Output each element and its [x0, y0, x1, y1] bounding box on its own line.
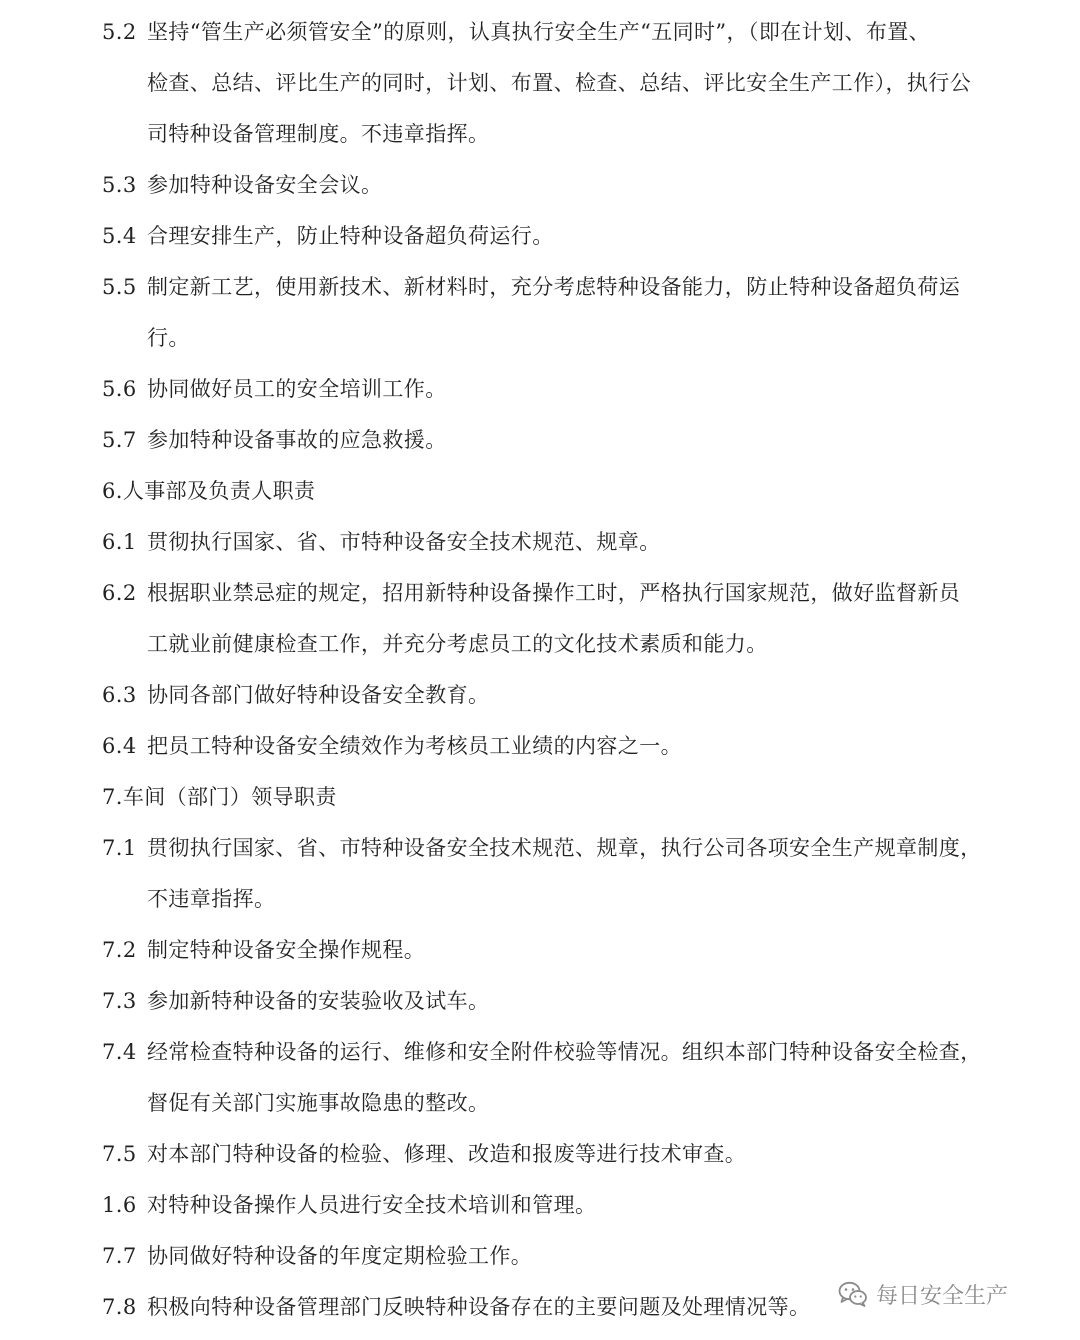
clause-number: 5.5 [102, 275, 137, 299]
clause-number: 5.4 [102, 224, 137, 248]
clause-number: 6.4 [102, 734, 137, 758]
clause-text: 不违章指挥。 [147, 887, 276, 911]
paragraph-line [102, 677, 489, 713]
clause-text: 协同各部门做好特种设备安全教育。 [147, 683, 490, 707]
clause-text: 协同做好员工的安全培训工作。 [147, 377, 447, 401]
clause-number: 1.6 [102, 1193, 137, 1217]
paragraph-line [147, 65, 971, 101]
clause-number: 7.7 [102, 1244, 137, 1268]
clause-number: 6.1 [102, 530, 137, 554]
clause-text: 贯彻执行国家、省、市特种设备安全技术规范、规章，执行公司各项安全生产规章制度， [147, 836, 982, 860]
paragraph-line [102, 1289, 810, 1325]
paragraph-line [147, 116, 489, 152]
clause-text: 工就业前健康检查工作，并充分考虑员工的文化技术素质和能力。 [147, 632, 768, 656]
clause-number: 5.6 [102, 377, 137, 401]
clause-text: 对特种设备操作人员进行安全技术培训和管理。 [147, 1193, 597, 1217]
clause-text: 坚持“管生产必须管安全”的原则，认真执行安全生产“五同时”，（即在计划、布置、 [147, 20, 931, 44]
paragraph-line [102, 1187, 596, 1223]
clause-text: 协同做好特种设备的年度定期检验工作。 [147, 1244, 533, 1268]
clause-number: 6.3 [102, 683, 137, 707]
clause-text: 制定新工艺，使用新技术、新材料时，充分考虑特种设备能力，防止特种设备超负荷运 [147, 275, 961, 299]
paragraph-line [102, 1034, 982, 1070]
clause-text: 经常检查特种设备的运行、维修和安全附件校验等情况。组织本部门特种设备安全检查， [147, 1040, 982, 1064]
section-heading [102, 473, 315, 509]
clause-number: 7.4 [102, 1040, 137, 1064]
clause-text: 检查、总结、评比生产的同时，计划、布置、检查、总结、评比安全生产工作），执行公 [147, 71, 972, 95]
clause-text: 把员工特种设备安全绩效作为考核员工业绩的内容之一。 [147, 734, 682, 758]
paragraph-line [102, 1238, 532, 1274]
watermark-text: 每日安全生产 [876, 1283, 1009, 1309]
clause-text: 合理安排生产，防止特种设备超负荷运行。 [147, 224, 554, 248]
clause-number: 7.1 [102, 836, 137, 860]
clause-text: 积极向特种设备管理部门反映特种设备存在的主要问题及处理情况等。 [147, 1295, 811, 1319]
paragraph-line [147, 320, 190, 356]
paragraph-line [102, 371, 447, 407]
wechat-icon [838, 1280, 868, 1308]
paragraph-line [102, 14, 930, 50]
paragraph-line [102, 422, 447, 458]
paragraph-line [102, 830, 982, 866]
paragraph-line [147, 626, 768, 662]
paragraph-line [102, 167, 382, 203]
clause-text: 参加新特种设备的安装验收及试车。 [147, 989, 490, 1013]
paragraph-line [102, 524, 661, 560]
section-heading [102, 779, 337, 815]
clause-number: 5.2 [102, 20, 137, 44]
paragraph-line [102, 983, 489, 1019]
paragraph-line [102, 269, 960, 305]
clause-text: 司特种设备管理制度。不违章指挥。 [147, 122, 490, 146]
clause-text: 贯彻执行国家、省、市特种设备安全技术规范、规章。 [147, 530, 661, 554]
clause-text: 督促有关部门实施事故隐患的整改。 [147, 1091, 490, 1115]
paragraph-line [102, 728, 682, 764]
clause-number: 6.2 [102, 581, 137, 605]
clause-text: 参加特种设备安全会议。 [147, 173, 383, 197]
clause-text: 行。 [147, 326, 190, 350]
clause-number: 7.5 [102, 1142, 137, 1166]
clause-number: 5.3 [102, 173, 137, 197]
section-heading-text: 7.车间（部门）领导职责 [102, 785, 337, 809]
clause-text: 根据职业禁忌症的规定，招用新特种设备操作工时，严格执行国家规范，做好监督新员 [147, 581, 961, 605]
paragraph-line [147, 881, 275, 917]
paragraph-line [102, 1136, 746, 1172]
watermark [838, 1278, 1008, 1310]
section-heading-text: 6.人事部及负责人职责 [102, 479, 316, 503]
clause-number: 5.7 [102, 428, 137, 452]
clause-number: 7.8 [102, 1295, 137, 1319]
clause-text: 对本部门特种设备的检验、修理、改造和报废等进行技术审查。 [147, 1142, 747, 1166]
paragraph-line [147, 1085, 489, 1121]
paragraph-line [102, 575, 960, 611]
clause-text: 参加特种设备事故的应急救援。 [147, 428, 447, 452]
clause-number: 7.2 [102, 938, 137, 962]
paragraph-line [102, 932, 425, 968]
clause-text: 制定特种设备安全操作规程。 [147, 938, 426, 962]
paragraph-line [102, 218, 554, 254]
clause-number: 7.3 [102, 989, 137, 1013]
